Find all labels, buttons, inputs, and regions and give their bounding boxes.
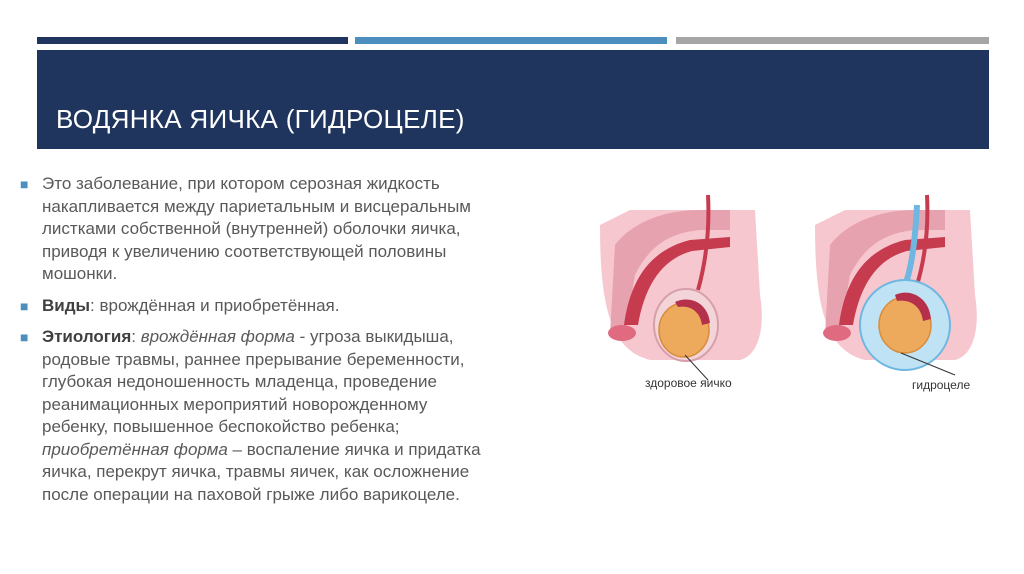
- glans: [823, 325, 851, 341]
- types-text: : врождённая и приобретённая.: [90, 295, 340, 315]
- definition-line: Это заболевание, при котором серозная жидкость: [42, 174, 440, 193]
- hydrocele-diagram: [815, 195, 977, 375]
- definition-paragraph: [20, 173, 560, 286]
- acquired-form-label: приобретённая форма: [42, 439, 228, 459]
- etiology-line: реанимационных мероприятий новорожденному: [42, 394, 428, 414]
- definition-line: приводя к увеличению соответствующей половины: [42, 241, 447, 261]
- congenital-form-label: врождённая форма: [140, 327, 295, 346]
- top-accent-bar-dark: [37, 37, 348, 44]
- slide-title: ВОДЯНКА ЯИЧКА (ГИДРОЦЕЛЕ): [56, 104, 465, 134]
- etiology-line: родовые травмы, раннее прерывание беременности,: [42, 349, 465, 369]
- top-accent-bar-blue: [355, 37, 667, 44]
- etiology-paragraph: [20, 326, 560, 506]
- bullet-icon: ■: [20, 329, 29, 345]
- bullet-icon: ■: [20, 297, 29, 314]
- glans: [608, 325, 636, 341]
- etiology-line: после операции на паховой грыже либо варикоцеле.: [42, 484, 460, 504]
- etiology-line: ребенку, повышенное беспокойство ребенка;: [42, 417, 400, 436]
- types-paragraph: [20, 295, 560, 318]
- types-term: Виды: [42, 295, 91, 315]
- caption-healthy: здоровое яичко: [645, 376, 732, 390]
- anatomy-illustration: [590, 185, 1000, 405]
- definition-line: накапливается между париетальным и висцеральным: [42, 196, 471, 216]
- etiology-line-6-rest: – воспаление яичка и придатка: [227, 439, 481, 459]
- etiology-line-1-rest: - угроза выкидыша,: [294, 327, 454, 346]
- etiology-line: глубокая недоношенность младенца, проведение: [42, 372, 437, 391]
- etiology-line: яичка, перекрут яичка, травмы яичек, как осложнение: [42, 462, 470, 481]
- etiology-separator: :: [131, 327, 141, 346]
- definition-line: листками собственной (внутренней) оболочки яичка,: [42, 219, 461, 238]
- healthy-testis-diagram: [600, 195, 762, 380]
- slide-body: [20, 173, 560, 515]
- bullet-icon: ■: [20, 176, 29, 192]
- definition-line: мошонки.: [42, 264, 118, 283]
- top-accent-bar-gray: [676, 37, 989, 44]
- title-band: [37, 50, 989, 149]
- caption-hydrocele: гидроцеле: [912, 378, 971, 392]
- etiology-term: Этиология: [42, 327, 132, 346]
